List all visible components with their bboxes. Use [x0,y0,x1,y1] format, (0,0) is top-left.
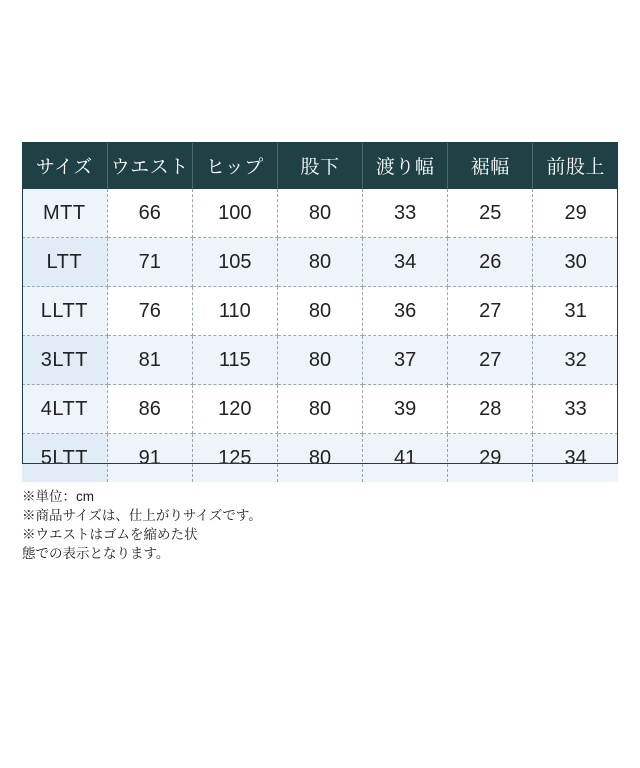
column-header-size: サイズ [22,142,107,189]
cell-waist: 76 [107,287,192,336]
cell-thigh-width: 36 [363,287,448,336]
cell-inseam: 80 [277,336,362,385]
note-waist-elastic-line1: ※ウエストはゴムを縮めた状 [22,527,198,542]
note-waist-elastic-line2: 態での表示となります。 [22,546,170,561]
table-row [22,385,618,434]
cell-waist: 86 [107,385,192,434]
cell-size: LLTT [22,287,107,336]
cell-size: 4LTT [22,385,107,434]
notes-block [22,487,442,563]
cell-hem-width: 29 [448,434,533,483]
cell-hip: 120 [192,385,277,434]
cell-hem-width: 28 [448,385,533,434]
cell-thigh-width: 33 [363,189,448,238]
cell-hem-width: 27 [448,336,533,385]
cell-hip: 105 [192,238,277,287]
cell-size: MTT [22,189,107,238]
cell-thigh-width: 39 [363,385,448,434]
cell-hem-width: 26 [448,238,533,287]
cell-thigh-width: 41 [363,434,448,483]
cell-front-rise: 32 [533,336,618,385]
cell-hip: 115 [192,336,277,385]
cell-front-rise: 31 [533,287,618,336]
column-header-waist: ウエスト [107,142,192,189]
column-header-thigh-width: 渡り幅 [363,142,448,189]
cell-size: 3LTT [22,336,107,385]
table-row [22,434,618,483]
cell-inseam: 80 [277,287,362,336]
cell-hip: 125 [192,434,277,483]
size-table-body [22,189,618,482]
cell-front-rise: 33 [533,385,618,434]
cell-size: 5LTT [22,434,107,483]
header-row [22,142,618,189]
cell-thigh-width: 34 [363,238,448,287]
column-header-front-rise: 前股上 [533,142,618,189]
cell-inseam: 80 [277,385,362,434]
cell-waist: 66 [107,189,192,238]
cell-waist: 81 [107,336,192,385]
size-table [22,142,618,482]
cell-front-rise: 34 [533,434,618,483]
size-table-container [22,142,618,482]
cell-hip: 100 [192,189,277,238]
cell-hem-width: 25 [448,189,533,238]
cell-hip: 110 [192,287,277,336]
size-table-header [22,142,618,189]
table-row [22,336,618,385]
cell-size: LTT [22,238,107,287]
note-finished-size: ※商品サイズは、仕上がりサイズです。 [22,508,262,523]
note-unit: ※単位：cm [22,489,94,504]
cell-thigh-width: 37 [363,336,448,385]
cell-hem-width: 27 [448,287,533,336]
table-row [22,189,618,238]
cell-front-rise: 30 [533,238,618,287]
column-header-hem-width: 裾幅 [448,142,533,189]
cell-front-rise: 29 [533,189,618,238]
cell-waist: 91 [107,434,192,483]
cell-inseam: 80 [277,238,362,287]
column-header-inseam: 股下 [277,142,362,189]
table-row [22,287,618,336]
cell-inseam: 80 [277,434,362,483]
cell-inseam: 80 [277,189,362,238]
cell-waist: 71 [107,238,192,287]
table-row [22,238,618,287]
column-header-hip: ヒップ [192,142,277,189]
